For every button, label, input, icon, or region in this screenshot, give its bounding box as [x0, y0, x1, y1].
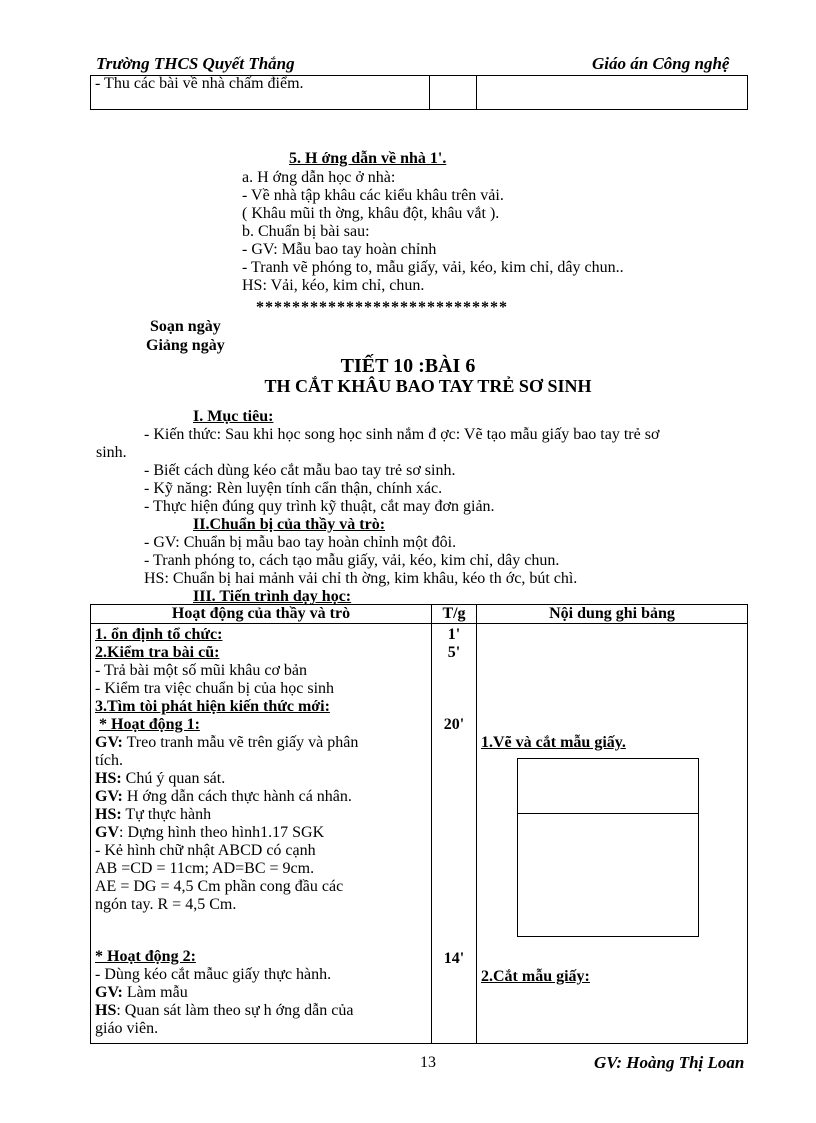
- school-name: Trường THCS Quyết Thắng: [96, 54, 295, 73]
- col-time-header: T/g: [432, 605, 477, 624]
- activity-cell: [91, 624, 432, 1044]
- activity-heading: * Hoạt động 2:: [95, 948, 196, 965]
- activity-line: AB =CD = 11cm; AD=BC = 9cm.: [95, 860, 315, 877]
- star-separator: ****************************: [256, 299, 508, 316]
- activity-line: - Kẻ hình chữ nhật ABCD có cạnh: [95, 842, 316, 859]
- subject-name: Giáo án Công nghệ: [592, 54, 730, 73]
- time-value: 14': [443, 950, 465, 967]
- preparation-list: [144, 534, 559, 570]
- col-activity-header: Hoạt động của thầy và trò: [91, 605, 432, 624]
- objective-line: sinh.: [96, 444, 127, 461]
- time-cell: [432, 624, 477, 1044]
- activity-line: GV: Dựng hình theo hình1.17 SGK: [95, 824, 325, 841]
- time-value: 20': [443, 716, 465, 733]
- homework-line: ( Khâu mũi th ờng, khâu đột, khâu vắt ).: [242, 205, 500, 222]
- objectives-heading: I. Mục tiêu:: [193, 408, 274, 425]
- activity-line: AE = DG = 4,5 Cm phần cong đầu các: [95, 878, 344, 895]
- homework-line: HS: Vải, kéo, kim chỉ, chun.: [242, 277, 425, 294]
- homework-line: - Về nhà tập khâu các kiểu khâu trên vải.: [242, 187, 504, 204]
- homework-heading: 5. H ớng dẫn về nhà 1'.: [289, 150, 447, 167]
- objective-line: - Thực hiện đúng quy trình kỹ thuật, cắt may đơn giản.: [144, 498, 495, 515]
- activity-line: GV: Treo tranh mẫu vẽ trên giấy và phân: [95, 734, 359, 751]
- pattern-rectangle: [518, 759, 699, 937]
- check-line: - Trả bài một số mũi khâu cơ bản: [95, 662, 307, 679]
- activity-line: HS: Tự thực hành: [95, 806, 212, 823]
- col-content-header: Nội dung ghi bảng: [477, 605, 748, 624]
- activity-line: HS: Chú ý quan sát.: [95, 770, 226, 787]
- preparation-line: - GV: Chuẩn bị mẫu bao tay hoàn chỉnh một đôi.: [144, 534, 457, 551]
- top-table-empty-1: [430, 75, 477, 109]
- pattern-figure: [481, 752, 743, 948]
- preparation-line: - Tranh phóng to, cách tạo mẫu giấy, vải, kéo, kim chỉ, dây chun.: [144, 552, 560, 569]
- activity-line: tích.: [95, 752, 123, 769]
- homework-line: - Tranh vẽ phóng to, mẫu giấy, vải, kéo, kim chỉ, dây chun..: [242, 259, 624, 276]
- check-line: - Kiểm tra việc chuẩn bị của học sinh: [95, 680, 335, 697]
- time-value: 5': [447, 644, 461, 661]
- objectives-list: [144, 462, 495, 516]
- teach-date-label: Giảng ngày: [146, 337, 225, 354]
- homework-block: [242, 169, 624, 295]
- section-heading: 1. ổn định tổ chức:: [95, 626, 223, 643]
- objective-line: - Biết cách dùng kéo cắt mẫu bao tay trẻ sơ sinh.: [144, 462, 456, 479]
- process-heading: III. Tiến trình dạy học:: [193, 588, 352, 605]
- activity-line: GV: Làm mẫu: [95, 984, 188, 1001]
- content-heading: 1.Vẽ và cắt mẫu giấy.: [481, 734, 626, 751]
- lesson-table: [90, 604, 748, 1044]
- activity-line: ngón tay. R = 4,5 Cm.: [95, 896, 237, 913]
- time-value: 1': [447, 626, 461, 643]
- activity-line: giáo viên.: [95, 1020, 159, 1037]
- top-table-cell: - Thu các bài về nhà chấm điểm.: [91, 75, 430, 109]
- spacer: [95, 914, 427, 948]
- homework-line: a. H ớng dẫn học ở nhà:: [242, 169, 396, 186]
- preparation-line: HS: Chuẩn bị hai mảnh vải chỉ th ờng, kim khâu, kéo th ớc, bút chì.: [144, 570, 578, 587]
- objective-line: - Kiến thức: Sau khi học song học sinh nắm đ ợc: Vẽ tạo mẫu giấy bao tay trẻ sơ: [144, 426, 660, 443]
- lesson-title: TIẾT 10 :BÀI 6: [340, 355, 476, 377]
- top-table-empty-2: [477, 75, 748, 109]
- activity-line: - Dùng kéo cắt mẫuc giấy thực hành.: [95, 966, 332, 983]
- homework-line: b. Chuẩn bị bài sau:: [242, 223, 370, 240]
- homework-line: - GV: Mẫu bao tay hoàn chỉnh: [242, 241, 437, 258]
- content-heading: 2.Cắt mẫu giấy:: [481, 968, 590, 985]
- objective-line: - Kỹ năng: Rèn luyện tính cẩn thận, chính xác.: [144, 480, 443, 497]
- activity-line: HS: Quan sát làm theo sự h ớng dẫn của: [95, 1002, 354, 1019]
- page-number: 13: [420, 1054, 436, 1071]
- prepare-date-label: Soạn ngày: [150, 318, 221, 335]
- top-table: [90, 75, 748, 110]
- content-cell: [477, 624, 748, 1044]
- section-heading: 2.Kiểm tra bài cũ:: [95, 644, 220, 661]
- activity-heading: * Hoạt động 1:: [99, 716, 200, 733]
- pattern-drawing: [517, 758, 717, 948]
- preparation-heading: II.Chuẩn bị của thầy và trò:: [193, 516, 386, 533]
- lesson-subtitle: TH CẮT KHÂU BAO TAY TRẺ SƠ SINH: [264, 376, 592, 396]
- section-heading: 3.Tìm tòi phát hiện kiến thức mới:: [95, 698, 330, 715]
- activity-line: GV: H ớng dẫn cách thực hành cá nhân.: [95, 788, 352, 805]
- teacher-name: GV: Hoàng Thị Loan: [594, 1053, 745, 1072]
